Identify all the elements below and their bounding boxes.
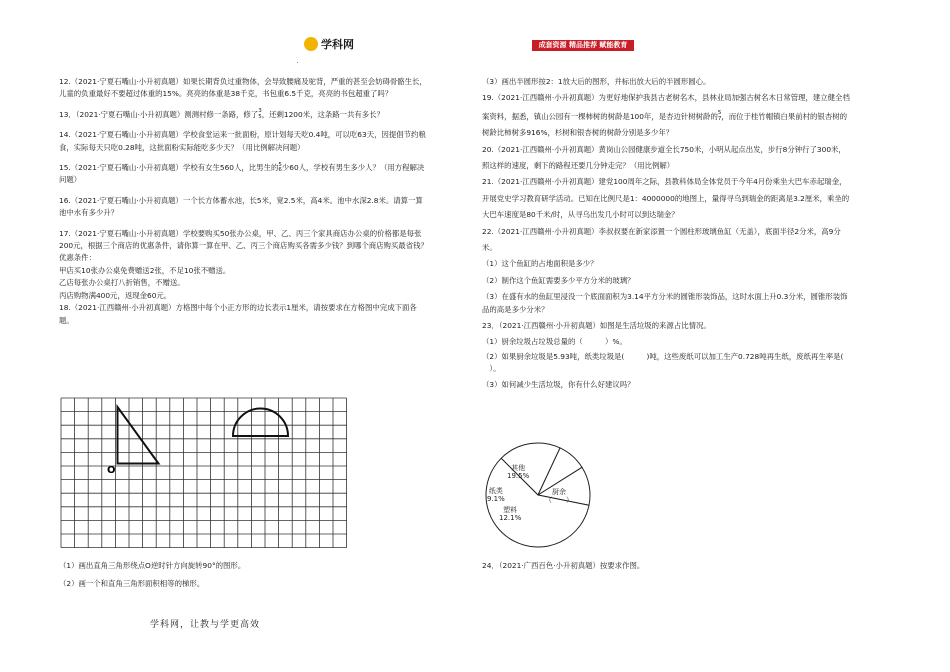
q23-sub-3: （3）如何减少生活垃圾，你有什么好建议吗？ <box>482 379 635 389</box>
q12-line-2: 儿童的负重最好不要超过体重的15%。亮亮的体重是38千克，书包重6.5千克，亮亮的书包超重了吗？ <box>59 89 393 99</box>
q18-sub-3: （3）画出半圆形按2：1放大后的图形，并标出放大后的半圆形圆心。 <box>482 77 711 86</box>
pie-label-other-pct: 19.5% <box>507 472 530 480</box>
q19-line-1: 19.（2021·江西赣州·小升初真题）为更好地保护我县古老树名木，县林业局加强古树名木日常管理，建立健全档 <box>482 93 850 103</box>
q13-text-a: 13．（2021·宁夏石嘴山·小升初真题）测测村修一条路，修了 <box>59 109 259 119</box>
q13-line <box>59 109 428 121</box>
q22-sub-2: （2）制作这个鱼缸需要多少平方分米的玻璃？ <box>482 275 635 285</box>
q19-text-c: ，而位于桂竹帽镇白果前村的银杏树的 <box>721 111 847 121</box>
q20-line-1: 20.（2021·江西赣州·小升初真题）黄岗山公园健康步道全长750米，小明从起点出发，步行8分钟行了300米， <box>482 144 846 154</box>
q23-sub-2: （2）如果厨余垃圾是5.93吨，纸类垃圾是( )吨，这些废纸可以加工生产0.728吨再生纸，废纸再生率是( <box>482 351 844 361</box>
q21-line-3: 大巴车速度是80千米/时，从寻乌出发几小时可以到达瑞金？ <box>482 210 679 220</box>
q17-line-1: 17.（2021·宁夏石嘴山·小升初真题）学校要购买50张办公桌，甲、乙、丙三个家具商店办公桌的价格都是每张 <box>59 228 422 238</box>
q22-sub-3-cont: 品的高是多少分米？ <box>482 304 549 314</box>
q24-block <box>482 560 644 572</box>
q14-line-2: 食，实际每天只吃0.28吨，这批面粉实际能吃多少天？（用比例解决问题） <box>59 142 305 152</box>
q17-line-4: 甲店买10张办公桌免费赠送2张，不足10张不赠送。 <box>59 265 231 275</box>
q17-line-2: 200元，根据三个商店的优惠条件，请你算一算在甲、乙、丙三个商店购买各需多少钱？到哪个商店购买最省钱？ <box>59 241 428 251</box>
pie-label-paper-name: 纸类 <box>488 487 503 495</box>
q24-line: 24．（2021·广西百色·小升初真题）按要求作图。 <box>482 561 645 570</box>
pie-label-other <box>507 464 529 480</box>
xuekewang-logo <box>304 36 354 52</box>
logo-text: 学科网 <box>321 38 354 51</box>
q15-text-b: 少60人，学校有男生多少人？（用方程解决 <box>281 163 425 173</box>
q23-sub-2-cont: ）。 <box>482 364 501 374</box>
q18-line-1: 18.（2021·江西赣州·小升初真题）方格图中每个小正方形的边长表示1厘米，请按要求在方格图中完成下面各 <box>59 303 417 313</box>
q21-line-1: 21.（2021·江西赣州·小升初真题）建党100周年之际，县教科体局全体党员于今年4月份乘坐大巴车赤起瑞金， <box>482 177 847 187</box>
stray-dot <box>297 62 298 63</box>
pie-label-plastic-name: 塑料 <box>503 506 518 514</box>
q13-numerator: 3 <box>258 108 262 115</box>
q19-line-3: 树龄比柿树多916%，杉树和银杏树的树龄分别是多少年？ <box>482 128 674 138</box>
right-triangle <box>118 407 159 464</box>
q21-line-2: 开展党史学习教育研学活动。已知在比例尺是1：4000000的地图上，量得寻乌到瑞金的距离是3.2厘米，乘坐的 <box>482 193 850 203</box>
brand-banner: 成套资源 精品推荐 赋能教育 <box>532 40 634 51</box>
q19-numerator: 5 <box>717 110 722 117</box>
pie-label-kitchen-name: 厨余 <box>552 488 566 496</box>
q15-numerator: 5 <box>278 161 282 168</box>
pie-label-paper-pct: 9.1% <box>487 495 505 503</box>
pie-label-plastic <box>499 506 521 522</box>
q22-sub-1: （1）这个鱼缸的占地面积是多少？ <box>482 259 598 269</box>
q18-sub-1: （1）画出直角三角形绕点O逆时针方向旋转90°的图形。 <box>59 561 246 570</box>
q22-line-1: 22.（2021·江西赣州·小升初真题）李叔叔要在新家添置一个圆柱形玻璃鱼缸（无盖），底面半径2分米，高9分 <box>482 226 841 236</box>
pie-label-plastic-pct: 12.1% <box>499 514 522 522</box>
q19-line-2 <box>482 111 850 123</box>
q17-line-5: 乙店每张办公桌打八折销售，不赠送。 <box>59 278 185 288</box>
q22-line-2: 米。 <box>482 243 497 253</box>
q18-sub-2: （2）画一个和直角三角形面积相等的梯形。 <box>59 579 205 589</box>
footer-slogan: 学科网，让教与学更高效 <box>150 620 261 630</box>
q13-denominator: 5 <box>258 113 262 120</box>
pie-label-other-name: 其他 <box>511 464 526 472</box>
q18-line-2: 题。 <box>59 315 74 325</box>
q17-line-6: 丙店购物满400元，返现金60元。 <box>59 290 172 300</box>
q14-line-1: 14.（2021·宁夏石嘴山·小升初真题）学校食堂运来一批面粉，原计划每天吃0.4吨，可以吃63天，因提倡节约粮 <box>59 130 426 140</box>
square-grid-figure <box>59 396 347 554</box>
q19-text-b: 案资料，据悉，镇山公园有一棵柿树的树龄是100年，是杏边针树树龄的 <box>482 111 718 121</box>
q15-line <box>59 162 428 174</box>
logo-icon <box>304 37 318 51</box>
q17-line-3: 优惠条件： <box>59 253 96 263</box>
q19-denominator: 7 <box>717 115 722 122</box>
semicircle <box>233 409 288 437</box>
q18-sub-block <box>59 560 245 591</box>
q15-text-a: 15.（2021·宁夏石嘴山·小升初真题）学校有女生560人，比男生的 <box>59 163 279 173</box>
q23-line: 23．（2021·江西赣州·小升初真题）如图是生活垃圾的来源占比情况。 <box>482 321 711 331</box>
q13-text-b: ，还剩1200米，这条路一共有多长？ <box>261 109 384 119</box>
q23-sub-1: （1）厨余垃圾占垃圾总量的（ ）%。 <box>482 336 627 346</box>
q15-line-2: 问题） <box>59 175 82 185</box>
pie-label-kitchen-blank: （ ） <box>545 496 573 504</box>
pie-label-kitchen <box>545 488 573 504</box>
q20-line-2: 照这样的速度，剩下的路程还要几分钟走完？（用比例解） <box>482 161 675 171</box>
left-column <box>59 76 428 327</box>
point-o-label: O <box>107 465 116 476</box>
q22-sub-3: （3）在盛有水的鱼缸里浸没一个底面面积为3.14平方分米的圆锥形装饰品，这时水面上升0.3分米，圆锥形装饰 <box>482 292 848 302</box>
pie-label-paper <box>487 487 505 503</box>
q16-line-1: 16.（2021·宁夏石嘴山·小升初真题）一个长方体蓄水池，长5米，宽2.5米，高4米。池中水深2.8米。请算一算 <box>59 195 423 205</box>
q15-denominator: 6 <box>278 167 282 174</box>
q16-line-2: 池中水有多少升？ <box>59 208 119 218</box>
q12-line-1: 12.（2021·宁夏石嘴山·小升初真题）如果长期背负过重物体，会导致腰痛及驼背，严重的甚至会妨碍骨骼生长， <box>59 77 427 86</box>
right-column <box>482 76 850 391</box>
